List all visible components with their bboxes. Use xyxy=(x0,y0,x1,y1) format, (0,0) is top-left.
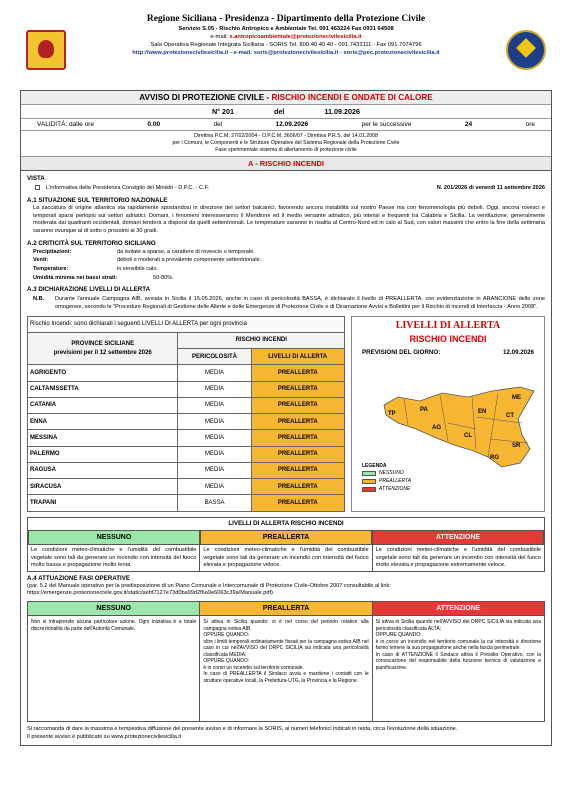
col-province-label: PROVINCE SICILIANE xyxy=(71,341,135,348)
map-label-pa: PA xyxy=(420,406,428,413)
map-label-ag: AG xyxy=(432,424,441,431)
validity-ore-label: ore xyxy=(525,121,535,128)
table-row xyxy=(28,397,345,413)
map-legend xyxy=(362,463,411,493)
levels-box xyxy=(27,517,545,573)
header-title: Regione Siciliana - Presidenza - Dipartimento della Protezione Civile xyxy=(146,14,426,24)
validity-date: 12.09.2026 xyxy=(275,121,309,128)
province-name: TRAPANI xyxy=(28,495,178,511)
phase-preallerta-body: Si attiva in Sicilia quando: si è nel corso del periodo relativo alla campagna estiva AIB. OPPURE QUANDO: oltre i limiti temporali ordinariamente fissati per la campagna estiva AIB nel caso in cui nell'AVVISO del DRPC SICILIA sia indicata una pericolosità classificata MEDIA; OPPURE QUANDO: è in corso un incendio sul territorio comunale. In caso di PREALLERTA il Sindaco avvia e mantiene i contatti con le strutture operative locali, la Prefettura-UTG, la Provincia e la Regione. xyxy=(203,619,369,684)
legend-swatch-orange xyxy=(362,479,376,484)
crit-value: da isolate a sparse, a carattere di rovescio o temporale. xyxy=(117,248,255,255)
soris-pec-link[interactable]: soris@pec.protezionecivilesicilia.it xyxy=(343,50,440,56)
validity-del: del xyxy=(213,121,223,128)
header-service: Servizio S.05 - Rischio Antropico e Ambientale Tel. 091 463224 Fax 0931 64508 xyxy=(178,26,394,32)
province-name: PALERMO xyxy=(28,446,178,462)
legend-swatch-green xyxy=(362,471,376,476)
table-row xyxy=(28,446,345,462)
avviso-title-risk: RISCHIO INCENDI E ONDATE DI CALORE xyxy=(271,93,433,102)
pericolosita-cell: MEDIA xyxy=(178,430,251,446)
pericolosita-cell: BASSA xyxy=(178,495,251,511)
level-nessuno: NESSUNO xyxy=(28,530,200,545)
col-province-sub: previsioni per il 12 settembre 2026 xyxy=(53,349,152,356)
legend-swatch-red xyxy=(362,487,376,492)
a4-section xyxy=(27,575,545,598)
map-label-en: EN xyxy=(478,408,487,415)
map-title: LIVELLI DI ALLERTA xyxy=(395,319,501,331)
avviso-box xyxy=(20,90,552,171)
crit-row xyxy=(27,257,545,265)
col-pericolosita: PERICOLOSITÀ xyxy=(178,349,251,365)
section-a-title: A - RISCHIO INCENDI xyxy=(21,156,551,170)
protezione-civile-logo-icon xyxy=(506,30,546,70)
livello-cell: PREALLERTA xyxy=(251,479,344,495)
pericolosita-cell: MEDIA xyxy=(178,365,251,381)
nb-label: N.B. xyxy=(33,296,45,303)
validity-row xyxy=(21,119,551,131)
livello-cell: PREALLERTA xyxy=(251,462,344,478)
level-desc-nessuno: Le condizioni meteo-climatiche e l'umidità del combustibile vegetale sono tali da generare un incendio con intensità del fuoco molto bassa e propagazione molto lenta. xyxy=(31,547,197,568)
footer-line: Il presente avviso è pubblicato su www.protezionecivilesicilia.it xyxy=(27,733,182,740)
map-label-ct: CT xyxy=(506,412,514,419)
table-row xyxy=(28,414,345,430)
directives xyxy=(21,131,551,156)
map-forecast-label: PREVISIONI DEL GIORNO: xyxy=(362,349,441,357)
avviso-title-prefix: AVVISO DI PROTEZIONE CIVILE - xyxy=(139,93,272,102)
vista-ref: N. 201/2026 di venerdì 11 settembre 2026 xyxy=(436,185,545,192)
level-preallerta: PREALLERTA xyxy=(200,530,372,545)
avviso-number: N° 201 xyxy=(211,107,235,116)
level-desc-preallerta: Le condizioni meteo-climatiche e l'umidità del combustibile vegetale sono tali da generare un incendio con intensità del fuoco elevata e propagazione veloce. xyxy=(199,545,371,571)
legend-item xyxy=(362,478,411,485)
map-forecast xyxy=(354,345,542,357)
nb-note xyxy=(27,296,545,311)
avviso-del-label: del xyxy=(274,107,285,116)
table-row xyxy=(28,381,345,397)
document-header xyxy=(20,14,552,88)
crit-key: Umidità minima nei bassi strati: xyxy=(33,274,118,281)
province-name: CALTANISSETTA xyxy=(28,381,178,397)
website-link[interactable]: http://www.protezionecivilesicilia.it xyxy=(132,50,229,56)
phases-table xyxy=(27,601,545,722)
col-livelli: LIVELLI DI ALLERTA xyxy=(251,349,344,365)
levels-title: LIVELLI DI ALLERTA RISCHIO INCENDI xyxy=(228,519,344,527)
table-row xyxy=(28,365,345,381)
email-link[interactable]: s.antropicoambientale@protezionecivilesicilia.it xyxy=(229,34,362,40)
directive-line: per i Comuni, le Componenti e le Strutture Operative del Sistema Regionale della Protezione Civile xyxy=(172,140,400,147)
livello-cell: PREALLERTA xyxy=(251,446,344,462)
province-name: CATANIA xyxy=(28,397,178,413)
phase-attenzione-body: Si attiva in Sicilia quando nell'AVVISO del DRPC SICILIA sia indicata una pericolosità classificata ALTA; OPPURE QUANDO: è in corso un incendio nel territorio comunale la cui intensità e direzione fanno temere la sua propagazione anche nella fascia perimetrale. In caso di ATTENZIONE il Sindaco attiva il Presidio Operativo, con la convocazione del responsabile della funzione tecnica di valutazione e pianificazione. xyxy=(375,619,541,671)
crit-value: 50-80%. xyxy=(153,274,174,281)
table-caption: Rischio Incendi: sono dichiarati i seguenti LIVELLI DI ALLERTA per ogni provincia xyxy=(28,316,345,332)
province-name: AGRIGENTO xyxy=(28,365,178,381)
legend-item xyxy=(362,470,411,477)
phase-attenzione-header: ATTENZIONE xyxy=(373,602,544,616)
footer xyxy=(27,726,545,741)
province-table xyxy=(27,316,345,512)
legend-item xyxy=(362,486,411,493)
livello-cell: PREALLERTA xyxy=(251,381,344,397)
a4-text: (par. 5.2 del Manuale operativo per la predisposizione di un Piano Comunale e Intercomunale di Protezione Civile-Ottobre 2007 consultabile al link: https://emergenze.protezionecivile.gov.it/static/aefd7127e73d0ba99d2f6a9e6063c39a/Manuale.pdf) xyxy=(27,583,391,597)
pericolosita-cell: MEDIA xyxy=(178,414,251,430)
crit-row xyxy=(27,249,545,257)
table-row xyxy=(28,462,345,478)
a2-title: A.2 CRITICITÀ SUL TERRITORIO SICILIANO xyxy=(27,239,156,247)
phase-nessuno xyxy=(28,602,199,721)
levels-descriptions xyxy=(28,545,544,571)
province-name: ENNA xyxy=(28,414,178,430)
map-forecast-date: 12.09.2026 xyxy=(503,349,534,357)
a4-title: A.4 ATTUAZIONE FASI OPERATIVE xyxy=(27,575,131,583)
province-name: SIRACUSA xyxy=(28,479,178,495)
alert-map-panel xyxy=(351,316,545,512)
phase-nessuno-header: NESSUNO xyxy=(28,602,199,616)
livello-cell: PREALLERTA xyxy=(251,365,344,381)
map-subtitle: RISCHIO INCENDI xyxy=(409,334,487,344)
a1-title: A.1 SITUAZIONE SUL TERRITORIO NAZIONALE xyxy=(27,196,168,204)
map-label-rg: RG xyxy=(490,454,499,461)
vista-item-text: L'informativa della Presidenza Consiglio dei Ministri - D.P.C. - C.F. xyxy=(46,185,209,192)
separator: - e-mail: xyxy=(228,50,254,56)
header-web xyxy=(20,50,552,56)
sicily-map xyxy=(380,383,540,469)
table-row xyxy=(28,495,345,511)
col-province xyxy=(28,332,178,365)
a1-text: La saccatura di origine atlantica sta rapidamente spostandosi in direzione dei settori balcanici, favorendo ancora instabilità sul nostro Paese ma con fenomenologia più deboli. Oggi, ancora rovesci e temporali sparsi perlopiù sui settori adriatici. Domani, i fenomeni interesseranno il Meridione ed il medio versante adriatico, più intensi e frequenti tra Calabria e Sicilia. La ventilazione, generalmente moderata dai quadranti occidentali, domani tenderà a disporsi da quelli settentrionali. Le temperature saranno in risalita al Centro-Nord ed in calo al Sud, con valori massimi che entro la fine della settimana saranno ovunque al di sotto o prossimi ai 30 gradi. xyxy=(33,205,545,234)
pericolosita-cell: MEDIA xyxy=(178,397,251,413)
levels-header xyxy=(28,530,544,545)
map-label-tp: TP xyxy=(388,410,396,417)
header-soris: Sala Operativa Regionale Integrata Siciliana - SORIS Tel. 800.40.40.40 - 091.7433111 - Fax 091.7074796 xyxy=(150,42,422,48)
legend-label: NESSUNO xyxy=(379,470,404,477)
phase-preallerta-header: PREALLERTA xyxy=(200,602,371,616)
pericolosita-cell: MEDIA xyxy=(178,479,251,495)
vista-item xyxy=(35,185,209,193)
phase-nessuno-body: Non si intraprende alcuna particolare azione. Ogni iniziativa è a totale discrezionalità da parte dell'Autorità Comunale. xyxy=(31,619,197,632)
phase-attenzione xyxy=(372,602,544,721)
pericolosita-cell: MEDIA xyxy=(178,462,251,478)
vista-title: VISTA xyxy=(27,175,45,183)
crit-key: Venti: xyxy=(33,257,49,264)
col-rischio: RISCHIO INCENDI xyxy=(178,332,345,348)
table-row xyxy=(28,430,345,446)
phase-preallerta xyxy=(199,602,371,721)
livello-cell: PREALLERTA xyxy=(251,430,344,446)
avviso-date: 11.09.2026 xyxy=(324,107,361,116)
directive-line: Fase sperimentale sistema di allertamento di protezione civile xyxy=(215,147,357,154)
map-label-cl: CL xyxy=(464,432,472,439)
pericolosita-cell: MEDIA xyxy=(178,446,251,462)
livello-cell: PREALLERTA xyxy=(251,414,344,430)
crit-key: Precipitazioni: xyxy=(33,248,72,255)
livello-cell: PREALLERTA xyxy=(251,397,344,413)
province-name: MESSINA xyxy=(28,430,178,446)
validity-following: per le successive xyxy=(361,121,412,128)
crit-key: Temperature: xyxy=(33,265,69,272)
pericolosita-cell: MEDIA xyxy=(178,381,251,397)
vista-row xyxy=(27,185,545,193)
footer-line: Si raccomanda di dare la massima e tempestiva diffusione del presente avviso e di informare la SORIS, ai numeri telefonici indicati in testa, circa l'evoluzione della situazione. xyxy=(27,726,458,733)
crit-row xyxy=(27,266,545,274)
nb-text: Durante l'annuale Campagna AIB, avviata in Sicilia il 15.05.2026, anche in caso di pericolosità BASSA, è dichiarato il livello di PREALLERTA, con evidenziazione in ARANCIONE delle zone omogenee, secondo le "Procedure Regionali di Gestione delle Allerte e delle Emergenze di Protezione Civile e di Diramazione Avvisi e Bollettini per il Rischio di incendi di Interfaccia - Anno 2008". xyxy=(55,296,545,310)
email-label: e-mail: xyxy=(210,34,230,40)
map-label-sr: SR xyxy=(512,442,521,449)
crit-value: deboli o moderati a prevalente componente settentrionale. xyxy=(117,257,262,264)
header-email xyxy=(20,34,552,40)
legend-label: ATTENZIONE xyxy=(379,485,411,492)
validity-hour: 0.00 xyxy=(147,121,161,128)
legend-label: PREALLERTA xyxy=(379,478,412,484)
province-name: RAGUSA xyxy=(28,462,178,478)
alert-area xyxy=(27,316,545,512)
level-attenzione: ATTENZIONE xyxy=(372,530,544,545)
a3-title: A.3 DICHIARAZIONE LIVELLI DI ALLERTA xyxy=(27,286,151,294)
map-label-me: ME xyxy=(512,394,521,401)
legend-title: LEGENDA xyxy=(362,462,387,469)
avviso-number-row xyxy=(21,105,551,119)
avviso-title xyxy=(21,91,551,105)
sicily-region-logo-icon xyxy=(26,30,66,70)
soris-email-link[interactable]: soris@protezionecivilesicilia.it xyxy=(253,50,339,56)
separator: - xyxy=(338,50,344,56)
crit-row xyxy=(27,275,545,283)
crit-value: in sensibile calo. xyxy=(117,265,159,272)
level-desc-attenzione: Le condizioni meteo-climatiche e l'umidità del combustibile vegetale sono tali da generare un incendio con intensità del fuoco molto elevata e propagazione estremamente veloce. xyxy=(372,545,544,571)
table-row xyxy=(28,479,345,495)
livello-cell: PREALLERTA xyxy=(251,495,344,511)
checkbox-icon[interactable] xyxy=(35,185,40,190)
validity-label: VALIDITÀ: dalle ore xyxy=(37,121,94,128)
directive-line: Direttiva P.C.M. 27/02/2004 - O.P.C.M. 3606/07 - Direttiva P.R.S. del 14.01.2008 xyxy=(194,133,378,139)
content-box xyxy=(20,171,552,746)
validity-hours: 24 xyxy=(464,121,473,128)
